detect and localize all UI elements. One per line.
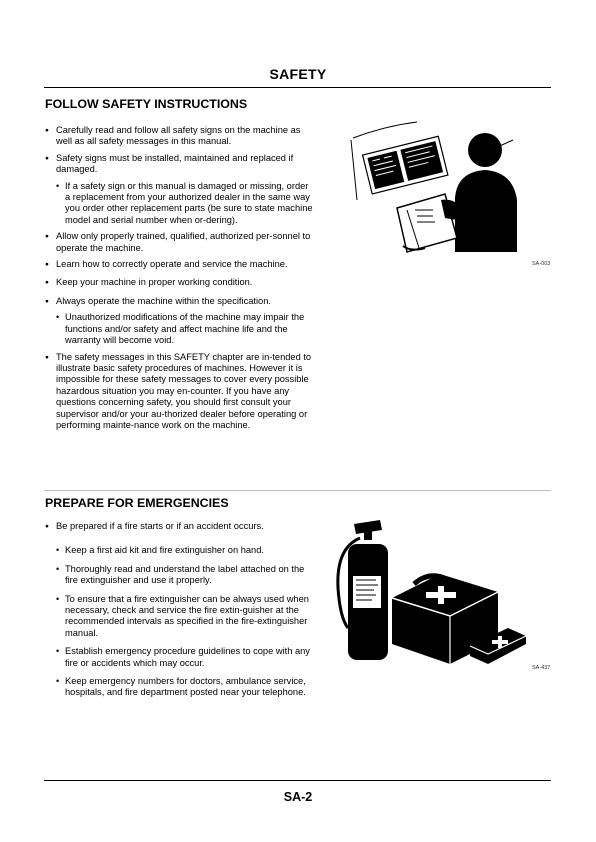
list-item: ● The safety messages in this SAFETY chapter are in-tended to illustrate basic safety procedures of machines. However it is impossible for these safety messages to cover every possible hazardous situation you may en-counter. If you have any questions concerning safety, you should first consult your supervisor and/or your au-thorized dealer before operating or performing mainte-nance work on the machine. — [45, 352, 313, 432]
list-item: ● Carefully read and follow all safety signs on the machine as well as all safety messages in this manual. — [45, 125, 313, 148]
page-title: SAFETY — [269, 66, 327, 82]
sub-list-item: • Keep emergency numbers for doctors, ambulance service, hospitals, and fire department posted near your telephone. — [45, 676, 313, 699]
safety-instructions-list — [45, 125, 313, 431]
section-divider — [44, 490, 551, 491]
figure-label-sa437: SA-437 — [532, 665, 551, 671]
sub-list-item: • If a safety sign or this manual is damaged or missing, order a replacement from your authorized dealer in the same way you order other replacement parts (be sure to state machine model and serial number when or-dering). — [45, 181, 313, 227]
page-number: SA-2 — [283, 790, 313, 804]
sub-list-item: • Keep a first aid kit and fire extinguisher on hand. — [45, 545, 313, 556]
list-item: ● Be prepared if a fire starts or if an accident occurs. — [45, 521, 313, 532]
sub-list-item: • Thoroughly read and understand the label attached on the fire extinguisher and use it properly. — [45, 564, 313, 587]
emergency-list — [45, 521, 313, 699]
sub-list-item: • Unauthorized modifications of the machine may impair the functions and/or safety and affect machine life and the warranty will become void. — [45, 312, 313, 346]
list-item: ● Allow only properly trained, qualified, authorized per-sonnel to operate the machine. — [45, 231, 313, 254]
fire-extinguisher-first-aid-illustration — [330, 518, 535, 668]
section-heading-follow-safety: FOLLOW SAFETY INSTRUCTIONS — [45, 97, 248, 111]
figure-label-sa003: SA-003 — [532, 261, 551, 267]
sub-list-item: • Establish emergency procedure guidelines to cope with any fire or accidents which may occur. — [45, 646, 313, 669]
person-reading-manual-illustration — [345, 120, 545, 260]
list-item: ● Learn how to correctly operate and service the machine. — [45, 259, 313, 270]
sub-list-item: • To ensure that a fire extinguisher can be always used when necessary, check and service the fire extin-guisher at the recommended intervals as specified in the fire-extinguisher manual. — [45, 594, 313, 640]
footer-rule — [44, 780, 551, 781]
list-item: ● Safety signs must be installed, maintained and replaced if damaged. — [45, 153, 313, 176]
header-rule — [44, 87, 551, 88]
list-item: ● Always operate the machine within the specification. — [45, 296, 313, 307]
list-item: ● Keep your machine in proper working condition. — [45, 277, 313, 288]
section-heading-prepare-emergencies: PREPARE FOR EMERGENCIES — [45, 496, 229, 510]
